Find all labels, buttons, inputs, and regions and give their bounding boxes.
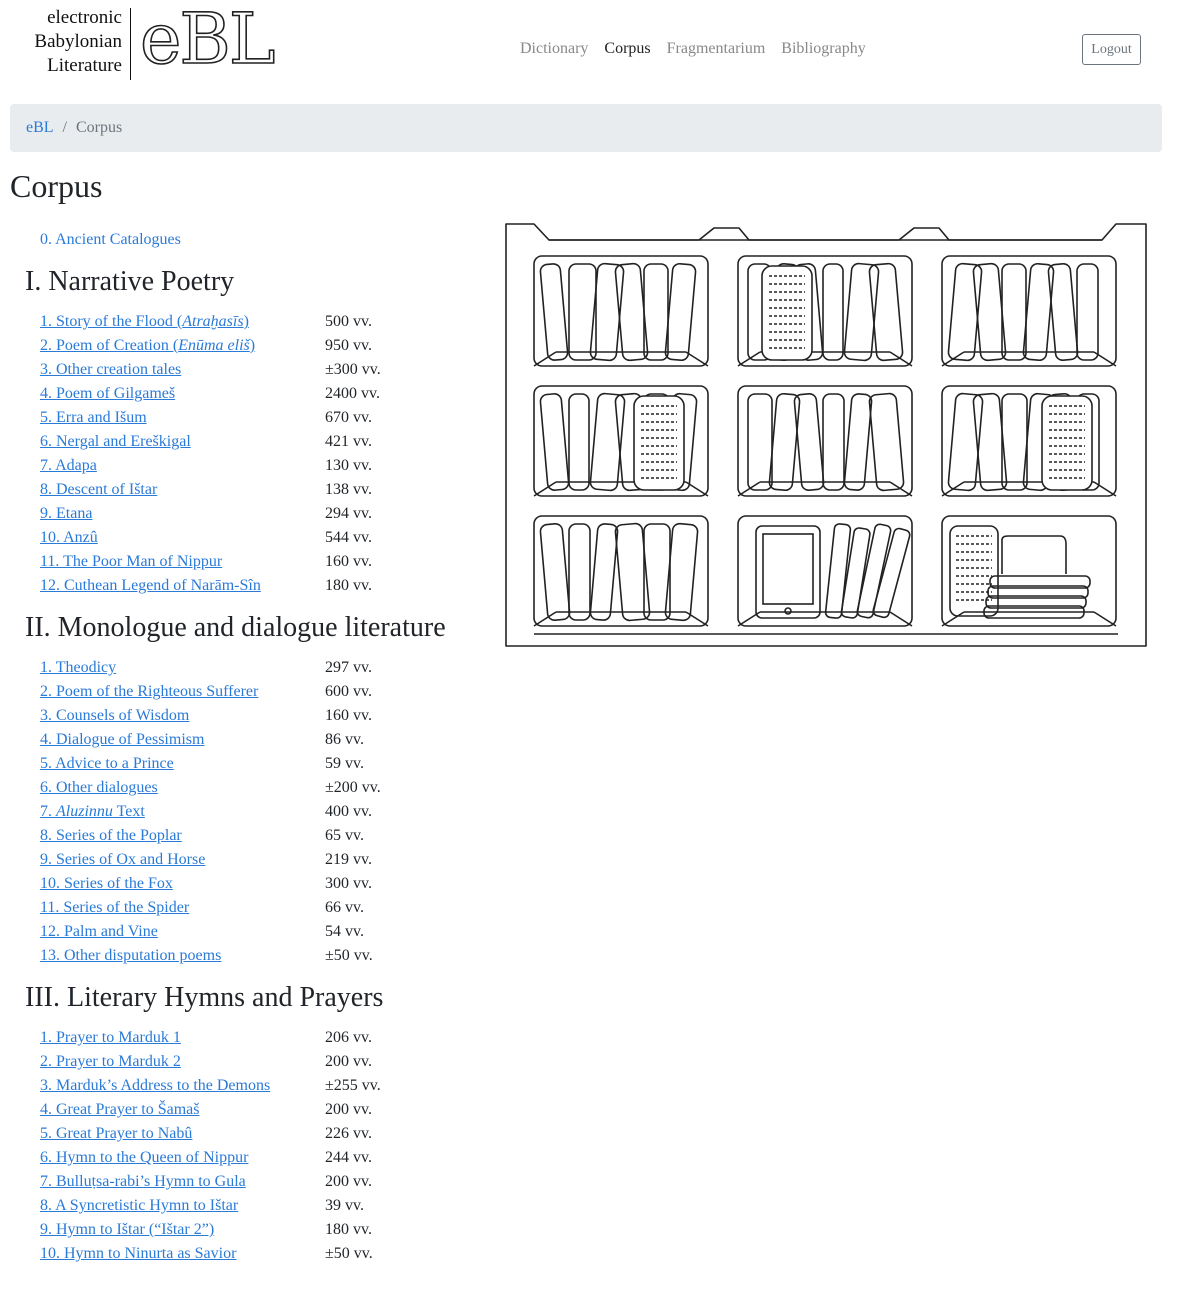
text-row bbox=[25, 704, 495, 728]
text-title-link[interactable] bbox=[25, 875, 325, 893]
text-title-link[interactable] bbox=[25, 683, 325, 701]
verse-count: 180 vv. bbox=[325, 1221, 372, 1238]
clay-tablet bbox=[948, 393, 983, 491]
verse-count: 421 vv. bbox=[325, 433, 372, 450]
logo-divider bbox=[130, 8, 131, 80]
clay-tablet bbox=[590, 523, 618, 620]
text-row bbox=[25, 550, 495, 574]
nav-link-fragmentarium[interactable]: Fragmentarium bbox=[666, 40, 766, 57]
shelf-compartment bbox=[534, 516, 708, 626]
verse-count: ±50 vv. bbox=[325, 1245, 373, 1262]
verse-count: 39 vv. bbox=[325, 1197, 364, 1214]
text-row bbox=[25, 1242, 495, 1266]
text-title-link[interactable] bbox=[25, 1053, 325, 1071]
text-title-link[interactable] bbox=[25, 899, 325, 917]
text-title-link[interactable] bbox=[25, 505, 325, 523]
text-row bbox=[25, 406, 495, 430]
text-title-link[interactable] bbox=[25, 337, 325, 355]
verse-count: 65 vv. bbox=[325, 827, 364, 844]
shelf-compartment bbox=[738, 516, 912, 626]
verse-count: ±200 vv. bbox=[325, 779, 381, 796]
text-title: 7. bbox=[40, 803, 56, 820]
inscribed-tablet bbox=[950, 526, 998, 616]
clay-tablet bbox=[844, 393, 872, 490]
clay-tablet bbox=[825, 523, 851, 618]
text-row bbox=[25, 680, 495, 704]
corpus-section bbox=[25, 610, 495, 968]
clay-tablet bbox=[540, 263, 568, 360]
text-title-link[interactable] bbox=[25, 313, 325, 331]
text-title: 8. Series of the Poplar bbox=[40, 827, 182, 844]
text-row bbox=[25, 896, 495, 920]
shelf-depth-line bbox=[890, 612, 912, 626]
shelf-depth-line bbox=[1094, 482, 1116, 496]
text-title: 2. Poem of the Righteous Sufferer bbox=[40, 683, 259, 700]
verse-count: 297 vv. bbox=[325, 659, 372, 676]
text-title-link[interactable] bbox=[25, 1245, 325, 1263]
text-title: 3. Marduk’s Address to the Demons bbox=[40, 1077, 271, 1094]
verse-count: 400 vv. bbox=[325, 803, 372, 820]
clay-tablet bbox=[540, 393, 569, 490]
verse-count: 160 vv. bbox=[325, 553, 372, 570]
text-title-suffix: Text bbox=[112, 803, 145, 820]
text-title: 8. Descent of Ištar bbox=[40, 481, 158, 498]
text-title-link[interactable] bbox=[25, 385, 325, 403]
text-row bbox=[25, 502, 495, 526]
clay-tablet bbox=[665, 263, 696, 361]
verse-count: 226 vv. bbox=[325, 1125, 372, 1142]
text-row bbox=[25, 656, 495, 680]
text-row bbox=[25, 752, 495, 776]
text-title-suffix: ) bbox=[249, 337, 256, 354]
main-nav bbox=[512, 40, 874, 58]
text-title: 2. Prayer to Marduk 2 bbox=[40, 1053, 181, 1070]
corpus-section bbox=[25, 980, 495, 1266]
text-row bbox=[25, 944, 495, 968]
text-title-link[interactable] bbox=[25, 1077, 325, 1095]
inscribed-tablet bbox=[762, 266, 812, 360]
breadcrumb-root-link[interactable]: eBL bbox=[26, 119, 54, 136]
logo-line-2: Babylonian bbox=[34, 31, 122, 52]
inscribed-tablet bbox=[634, 396, 684, 490]
text-title: 4. Dialogue of Pessimism bbox=[40, 731, 205, 748]
verse-count: 54 vv. bbox=[325, 923, 364, 940]
shelf-compartment bbox=[942, 516, 1116, 626]
text-row bbox=[25, 1074, 495, 1098]
text-title-italic: Enūma eliš bbox=[178, 337, 250, 354]
text-title: 5. Great Prayer to Nabû bbox=[40, 1125, 193, 1142]
corpus-listing bbox=[25, 228, 495, 1266]
shelf-compartment bbox=[942, 256, 1116, 366]
text-row bbox=[25, 872, 495, 896]
clay-tablet bbox=[844, 263, 879, 361]
text-title-link[interactable] bbox=[25, 529, 325, 547]
shelf-depth-line bbox=[738, 482, 760, 496]
text-row bbox=[25, 382, 495, 406]
text-title: 3. Counsels of Wisdom bbox=[40, 707, 190, 724]
text-title-link[interactable] bbox=[25, 481, 325, 499]
logo-line-1: electronic bbox=[47, 7, 122, 28]
verse-count: 244 vv. bbox=[325, 1149, 372, 1166]
text-title: 12. Palm and Vine bbox=[40, 923, 158, 940]
text-title-link[interactable] bbox=[25, 1125, 325, 1143]
text-title-link[interactable] bbox=[25, 659, 325, 677]
text-title: 3. Other creation tales bbox=[40, 361, 182, 378]
logo-line-3: Literature bbox=[47, 55, 122, 76]
nav-link-dictionary[interactable]: Dictionary bbox=[520, 40, 589, 57]
text-title-link[interactable] bbox=[25, 1101, 325, 1119]
ebl-logo[interactable] bbox=[22, 0, 282, 84]
logo-text bbox=[30, 6, 122, 78]
clay-tablet bbox=[1077, 264, 1098, 360]
clay-tablet bbox=[540, 523, 570, 621]
shelf-depth-line bbox=[534, 482, 556, 496]
verse-count: 200 vv. bbox=[325, 1173, 372, 1190]
text-title-link[interactable] bbox=[25, 755, 325, 773]
text-title-link[interactable] bbox=[25, 1149, 325, 1167]
text-row bbox=[25, 1098, 495, 1122]
verse-count: 200 vv. bbox=[325, 1053, 372, 1070]
verse-count: 670 vv. bbox=[325, 409, 372, 426]
text-title: 7. Bulluṭsa-rabi’s Hymn to Gula bbox=[40, 1173, 246, 1190]
breadcrumb bbox=[10, 104, 1162, 152]
clay-tablet bbox=[590, 393, 625, 491]
verse-count: 66 vv. bbox=[325, 899, 364, 916]
verse-count: 200 vv. bbox=[325, 1101, 372, 1118]
verse-count: 544 vv. bbox=[325, 529, 372, 546]
text-title: 10. Anzû bbox=[40, 529, 98, 546]
verse-count: ±255 vv. bbox=[325, 1077, 381, 1094]
text-row bbox=[25, 1194, 495, 1218]
text-title: 1. Theodicy bbox=[40, 659, 117, 676]
text-title-link[interactable] bbox=[25, 361, 325, 379]
text-title-link[interactable] bbox=[25, 409, 325, 427]
verse-count: ±300 vv. bbox=[325, 361, 381, 378]
verse-count: 160 vv. bbox=[325, 707, 372, 724]
text-row bbox=[25, 478, 495, 502]
text-title-link[interactable] bbox=[25, 779, 325, 797]
header bbox=[0, 0, 1184, 98]
text-title-link[interactable] bbox=[25, 707, 325, 725]
page-title: Corpus bbox=[10, 168, 103, 204]
breadcrumb-current: Corpus bbox=[76, 119, 123, 136]
clay-tablet bbox=[869, 393, 904, 491]
text-title-link[interactable] bbox=[25, 1029, 325, 1047]
text-title: 10. Series of the Fox bbox=[40, 875, 173, 892]
text-title-link[interactable] bbox=[25, 1197, 325, 1215]
corpus-section bbox=[25, 264, 495, 598]
text-row bbox=[25, 848, 495, 872]
text-title: 1. Story of the Flood ( bbox=[40, 313, 183, 330]
text-row bbox=[25, 430, 495, 454]
text-title-link[interactable] bbox=[25, 577, 325, 595]
text-row bbox=[25, 776, 495, 800]
back-panel bbox=[1002, 536, 1066, 574]
text-row bbox=[25, 526, 495, 550]
inscribed-tablet bbox=[1042, 396, 1092, 490]
sections-container bbox=[25, 264, 495, 1266]
text-title: 9. Series of Ox and Horse bbox=[40, 851, 206, 868]
text-title: 7. Adapa bbox=[40, 457, 97, 474]
bookshelf-illustration bbox=[504, 220, 1148, 650]
text-title: 12. Cuthean Legend of Narām-Sîn bbox=[40, 577, 261, 594]
section-heading: II. Monologue and dialogue literature bbox=[25, 612, 446, 643]
shelf-depth-line bbox=[686, 352, 708, 366]
text-row bbox=[25, 920, 495, 944]
text-row bbox=[25, 574, 495, 598]
text-title: 11. Series of the Spider bbox=[40, 899, 190, 916]
clay-tablet bbox=[748, 394, 772, 490]
text-row bbox=[25, 1170, 495, 1194]
breadcrumb-separator: / bbox=[62, 119, 67, 136]
text-row bbox=[25, 1050, 495, 1074]
clay-tablet bbox=[823, 264, 843, 360]
verse-count: 950 vv. bbox=[325, 337, 372, 354]
text-row bbox=[25, 1026, 495, 1050]
text-title: 6. Other dialogues bbox=[40, 779, 158, 796]
shelf-depth-line bbox=[738, 352, 760, 366]
text-row bbox=[25, 824, 495, 848]
text-title-link[interactable] bbox=[25, 457, 325, 475]
text-title: 9. Etana bbox=[40, 505, 93, 522]
verse-count: 206 vv. bbox=[325, 1029, 372, 1046]
text-row bbox=[25, 1122, 495, 1146]
clay-tablet bbox=[823, 394, 844, 490]
text-row bbox=[25, 728, 495, 752]
text-title-link[interactable] bbox=[25, 827, 325, 845]
clay-tablet bbox=[872, 527, 911, 618]
text-title-link[interactable] bbox=[25, 731, 325, 749]
text-title: 5. Erra and Išum bbox=[40, 409, 147, 426]
text-title: 11. The Poor Man of Nippur bbox=[40, 553, 223, 570]
tablet-button bbox=[785, 608, 791, 614]
verse-count: ±50 vv. bbox=[325, 947, 373, 964]
verse-count: 600 vv. bbox=[325, 683, 372, 700]
text-row bbox=[25, 800, 495, 824]
text-title-link[interactable] bbox=[25, 803, 325, 821]
verse-count: 86 vv. bbox=[325, 731, 364, 748]
text-row bbox=[25, 334, 495, 358]
verse-count: 59 vv. bbox=[325, 755, 364, 772]
text-title: 8. A Syncretistic Hymn to Ištar bbox=[40, 1197, 239, 1214]
text-row bbox=[25, 1146, 495, 1170]
verse-count: 2400 vv. bbox=[325, 385, 380, 402]
text-title-link[interactable] bbox=[25, 947, 325, 965]
nav-link-bibliography[interactable]: Bibliography bbox=[781, 40, 866, 57]
clay-tablet bbox=[569, 394, 589, 490]
text-row bbox=[25, 454, 495, 478]
verse-count: 500 vv. bbox=[325, 313, 372, 330]
text-title: 6. Nergal and Ereškigal bbox=[40, 433, 191, 450]
text-title: 10. Hymn to Ninurta as Savior bbox=[40, 1245, 237, 1262]
section-heading: III. Literary Hymns and Prayers bbox=[25, 982, 384, 1013]
text-title-link[interactable] bbox=[25, 433, 325, 451]
clay-tablet bbox=[615, 523, 650, 621]
verse-count: 294 vv. bbox=[325, 505, 372, 522]
ancient-catalogues-link[interactable]: 0. Ancient Catalogues bbox=[40, 231, 181, 248]
shelf-compartment bbox=[738, 386, 912, 496]
text-title-italic: Atraḫasīs bbox=[182, 313, 244, 330]
text-title-link[interactable] bbox=[25, 1173, 325, 1191]
text-title: 1. Prayer to Marduk 1 bbox=[40, 1029, 181, 1046]
logo-mark: eBL bbox=[140, 0, 274, 80]
text-title: 2. Poem of Creation ( bbox=[40, 337, 179, 354]
text-title-link[interactable] bbox=[25, 923, 325, 941]
text-title: 6. Hymn to the Queen of Nippur bbox=[40, 1149, 249, 1166]
text-title-link[interactable] bbox=[25, 851, 325, 869]
shelf-depth-line bbox=[534, 352, 556, 366]
text-title: 5. Advice to a Prince bbox=[40, 755, 174, 772]
text-title: 13. Other disputation poems bbox=[40, 947, 222, 964]
text-title-italic: Aluzinnu bbox=[56, 803, 113, 820]
shelf-depth-line bbox=[534, 612, 556, 626]
nav-link-corpus[interactable]: Corpus bbox=[604, 40, 651, 57]
text-row bbox=[25, 310, 495, 334]
shelf-depth-line bbox=[686, 612, 708, 626]
clay-tablet bbox=[569, 264, 596, 360]
verse-count: 300 vv. bbox=[325, 875, 372, 892]
text-title: 9. Hymn to Ištar (“Ištar 2”) bbox=[40, 1221, 215, 1238]
text-title-link[interactable] bbox=[25, 1221, 325, 1239]
logout-button[interactable]: Logout bbox=[1082, 34, 1141, 65]
clay-tablet bbox=[869, 263, 903, 361]
section-heading: I. Narrative Poetry bbox=[25, 266, 235, 297]
verse-count: 180 vv. bbox=[325, 577, 372, 594]
shelf-depth-line bbox=[1094, 612, 1116, 626]
text-title-suffix: ) bbox=[243, 313, 249, 330]
tablet-screen bbox=[763, 534, 813, 604]
text-title: 4. Poem of Gilgameš bbox=[40, 385, 176, 402]
text-title-link[interactable] bbox=[25, 553, 325, 571]
text-row bbox=[25, 358, 495, 382]
verse-count: 130 vv. bbox=[325, 457, 372, 474]
verse-count: 219 vv. bbox=[325, 851, 372, 868]
verse-count: 138 vv. bbox=[325, 481, 372, 498]
text-row bbox=[25, 1218, 495, 1242]
text-title: 4. Great Prayer to Šamaš bbox=[40, 1101, 200, 1118]
clay-tablet bbox=[569, 524, 590, 620]
